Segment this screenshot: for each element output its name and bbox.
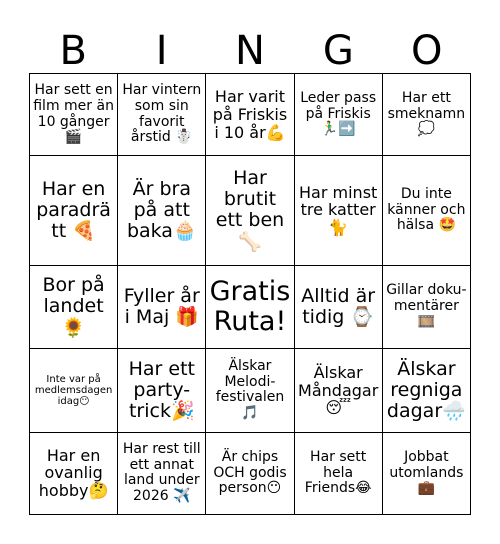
bingo-cell[interactable]: Du inte känner och hälsa 🤩 (382, 156, 470, 265)
bingo-cell[interactable]: Har en ovanlig hobby🤔 (30, 432, 118, 514)
bingo-cell[interactable]: Har ett smeknamn 💭 (382, 74, 470, 156)
bingo-cell[interactable]: Alltid är tidig ⌚ (294, 265, 382, 349)
bingo-cell[interactable]: Fyller år i Maj 🎁 (118, 265, 206, 349)
bingo-header (29, 28, 471, 74)
bingo-cell[interactable]: Är bra på att baka🧁 (118, 156, 206, 265)
header-letter-o: O (411, 28, 443, 74)
free-space-cell[interactable]: Gratis Ruta! (206, 265, 294, 349)
bingo-cell[interactable]: Har ett party-trick🎉 (118, 349, 206, 433)
bingo-cell[interactable]: Är chips OCH godis person😶 (206, 432, 294, 514)
header-letter-b: B (59, 28, 87, 74)
bingo-cell[interactable]: Älskar Måndagar 😴 (294, 349, 382, 433)
bingo-cell[interactable]: Gillar doku-mentärer 🎞️ (382, 265, 470, 349)
board-row (30, 74, 471, 156)
bingo-cell[interactable]: Älskar Melodi-festivalen 🎵 (206, 349, 294, 433)
board-row (30, 349, 471, 433)
board-row (30, 156, 471, 265)
bingo-board (29, 73, 471, 515)
bingo-cell[interactable]: Jobbat utomlands 💼 (382, 432, 470, 514)
bingo-cell[interactable]: Har varit på Friskis i 10 år💪 (206, 74, 294, 156)
bingo-cell[interactable]: Leder pass på Friskis 🏃‍♂️➡️ (294, 74, 382, 156)
header-letter-g: G (322, 28, 354, 74)
bingo-cell[interactable]: Har sett hela Friends😂 (294, 432, 382, 514)
bingo-cell[interactable]: Älskar regniga dagar🌧️ (382, 349, 470, 433)
bingo-cell[interactable]: Har en paradrätt 🍕 (30, 156, 118, 265)
bingo-cell[interactable]: Har rest till ett annat land under 2026 ✈️ (118, 432, 206, 514)
bingo-cell[interactable]: Har sett en film mer än 10 gånger 🎬 (30, 74, 118, 156)
bingo-cell[interactable]: Har vintern som sin favorit årstid ☃️ (118, 74, 206, 156)
header-letter-n: N (235, 28, 265, 74)
bingo-cell[interactable]: Har minst tre katter 🐈 (294, 156, 382, 265)
board-row (30, 265, 471, 349)
bingo-cell[interactable]: Bor på landet 🌻 (30, 265, 118, 349)
board-row (30, 432, 471, 514)
bingo-cell[interactable]: Inte var på medlemsdagen idag😶 (30, 349, 118, 433)
header-letter-i: I (155, 28, 168, 74)
bingo-cell[interactable]: Har brutit ett ben🦴 (206, 156, 294, 265)
